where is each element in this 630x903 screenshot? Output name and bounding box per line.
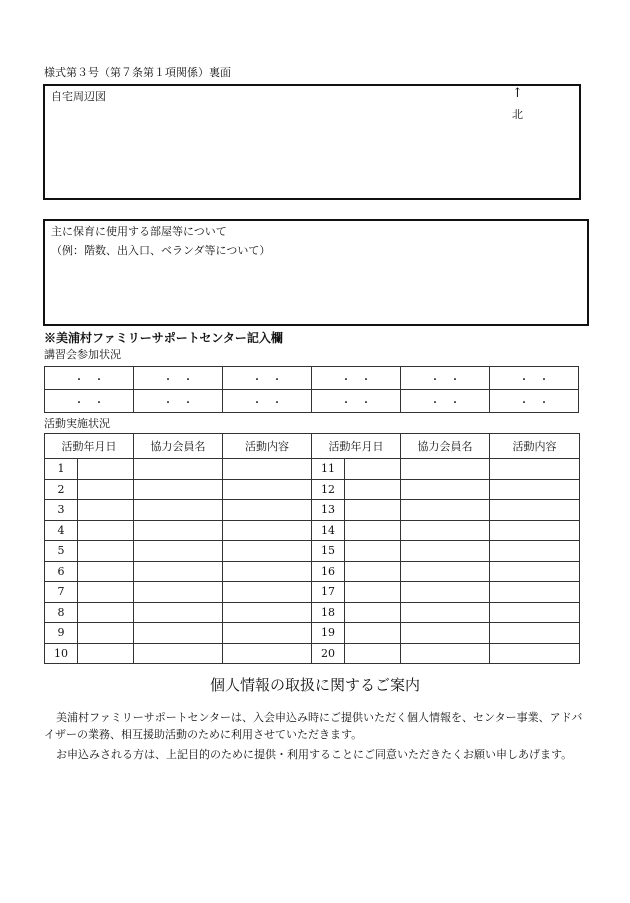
activity-row bbox=[45, 500, 580, 521]
activity-date-cell[interactable] bbox=[345, 561, 401, 582]
activity-header-cell: 活動年月日 bbox=[312, 434, 401, 459]
activity-date-cell[interactable] bbox=[78, 479, 134, 500]
activity-status-table bbox=[44, 433, 580, 664]
activity-row bbox=[45, 459, 580, 480]
activity-date-cell[interactable] bbox=[345, 479, 401, 500]
activity-row-number: 17 bbox=[312, 582, 345, 603]
activity-row-number: 7 bbox=[45, 582, 78, 603]
activity-content-cell[interactable] bbox=[490, 541, 580, 562]
north-label: 北 bbox=[512, 108, 523, 121]
activity-row bbox=[45, 541, 580, 562]
activity-member-cell[interactable] bbox=[401, 623, 490, 644]
activity-content-cell[interactable] bbox=[223, 623, 312, 644]
activity-date-cell[interactable] bbox=[78, 643, 134, 664]
activity-content-cell[interactable] bbox=[490, 479, 580, 500]
activity-member-cell[interactable] bbox=[134, 582, 223, 603]
activity-member-cell[interactable] bbox=[134, 602, 223, 623]
activity-row-number: 2 bbox=[45, 479, 78, 500]
north-arrow-icon: ↑ bbox=[512, 86, 523, 101]
activity-member-cell[interactable] bbox=[401, 479, 490, 500]
lecture-row bbox=[45, 367, 579, 390]
activity-row bbox=[45, 582, 580, 603]
activity-date-cell[interactable] bbox=[345, 520, 401, 541]
activity-content-cell[interactable] bbox=[490, 500, 580, 521]
activity-date-cell[interactable] bbox=[345, 643, 401, 664]
activity-content-cell[interactable] bbox=[490, 520, 580, 541]
room-box-label: 主に保育に使用する部屋等について bbox=[51, 225, 227, 238]
lecture-date-cell[interactable]: ・ ・ bbox=[490, 367, 579, 390]
room-box-example: （例：階数、出入口、ベランダ等について） bbox=[51, 244, 271, 257]
activity-header-cell: 活動内容 bbox=[223, 434, 312, 459]
activity-content-cell[interactable] bbox=[490, 623, 580, 644]
activity-content-cell[interactable] bbox=[490, 459, 580, 480]
activity-content-cell[interactable] bbox=[490, 602, 580, 623]
form-number: 様式第３号（第７条第１項関係）裏面 bbox=[44, 66, 231, 79]
lecture-date-cell[interactable]: ・ ・ bbox=[312, 390, 401, 413]
activity-row-number: 1 bbox=[45, 459, 78, 480]
activity-row-number: 11 bbox=[312, 459, 345, 480]
activity-content-cell[interactable] bbox=[223, 643, 312, 664]
privacy-notice-line-1: 美浦村ファミリーサポートセンターは、入会申込み時にご提供いただく個人情報を、センター事業、アドバ bbox=[56, 711, 583, 724]
lecture-date-cell[interactable]: ・ ・ bbox=[134, 390, 223, 413]
activity-row-number: 10 bbox=[45, 643, 78, 664]
activity-row-number: 20 bbox=[312, 643, 345, 664]
center-use-heading: ※美浦村ファミリーサポートセンター記入欄 bbox=[44, 331, 283, 345]
activity-member-cell[interactable] bbox=[134, 643, 223, 664]
activity-row-number: 13 bbox=[312, 500, 345, 521]
lecture-date-cell[interactable]: ・ ・ bbox=[45, 390, 134, 413]
activity-date-cell[interactable] bbox=[78, 541, 134, 562]
activity-header-cell: 活動年月日 bbox=[45, 434, 134, 459]
lecture-date-cell[interactable]: ・ ・ bbox=[490, 390, 579, 413]
activity-header-cell: 協力会員名 bbox=[134, 434, 223, 459]
activity-date-cell[interactable] bbox=[345, 459, 401, 480]
activity-row-number: 18 bbox=[312, 602, 345, 623]
activity-header-cell: 協力会員名 bbox=[401, 434, 490, 459]
activity-member-cell[interactable] bbox=[401, 602, 490, 623]
activity-row-number: 15 bbox=[312, 541, 345, 562]
lecture-date-cell[interactable]: ・ ・ bbox=[223, 390, 312, 413]
activity-member-cell[interactable] bbox=[134, 520, 223, 541]
activity-member-cell[interactable] bbox=[401, 500, 490, 521]
activity-member-cell[interactable] bbox=[401, 520, 490, 541]
privacy-notice-line-2: イザーの業務、相互援助活動のために利用させていただきます。 bbox=[44, 728, 363, 741]
activity-row-number: 4 bbox=[45, 520, 78, 541]
activity-content-cell[interactable] bbox=[223, 459, 312, 480]
activity-member-cell[interactable] bbox=[134, 561, 223, 582]
activity-row-number: 19 bbox=[312, 623, 345, 644]
activity-content-cell[interactable] bbox=[490, 561, 580, 582]
activity-row bbox=[45, 643, 580, 664]
activity-member-cell[interactable] bbox=[134, 459, 223, 480]
lecture-row bbox=[45, 390, 579, 413]
activity-content-cell[interactable] bbox=[223, 479, 312, 500]
lecture-date-cell[interactable]: ・ ・ bbox=[401, 367, 490, 390]
activity-date-cell[interactable] bbox=[78, 500, 134, 521]
activity-row bbox=[45, 479, 580, 500]
activity-row bbox=[45, 520, 580, 541]
activity-date-cell[interactable] bbox=[345, 602, 401, 623]
activity-row-number: 6 bbox=[45, 561, 78, 582]
activity-row-number: 14 bbox=[312, 520, 345, 541]
activity-date-cell[interactable] bbox=[78, 520, 134, 541]
activity-content-cell[interactable] bbox=[223, 561, 312, 582]
activity-content-cell[interactable] bbox=[223, 541, 312, 562]
activity-row bbox=[45, 602, 580, 623]
childcare-room-box bbox=[43, 219, 589, 326]
activity-content-cell[interactable] bbox=[223, 582, 312, 603]
activity-date-cell[interactable] bbox=[78, 623, 134, 644]
lecture-date-cell[interactable]: ・ ・ bbox=[401, 390, 490, 413]
lecture-date-cell[interactable]: ・ ・ bbox=[45, 367, 134, 390]
activity-member-cell[interactable] bbox=[401, 582, 490, 603]
activity-date-cell[interactable] bbox=[345, 623, 401, 644]
activity-member-cell[interactable] bbox=[134, 541, 223, 562]
activity-content-cell[interactable] bbox=[223, 500, 312, 521]
activity-date-cell[interactable] bbox=[345, 582, 401, 603]
activity-content-cell[interactable] bbox=[223, 520, 312, 541]
activity-date-cell[interactable] bbox=[78, 582, 134, 603]
activity-content-cell[interactable] bbox=[490, 582, 580, 603]
activity-row-number: 16 bbox=[312, 561, 345, 582]
map-box-label: 自宅周辺図 bbox=[51, 90, 106, 103]
activity-row-number: 8 bbox=[45, 602, 78, 623]
activity-date-cell[interactable] bbox=[78, 459, 134, 480]
activity-member-cell[interactable] bbox=[134, 500, 223, 521]
lecture-date-cell[interactable]: ・ ・ bbox=[312, 367, 401, 390]
activity-member-cell[interactable] bbox=[401, 541, 490, 562]
activity-member-cell[interactable] bbox=[401, 643, 490, 664]
privacy-notice-title: 個人情報の取扱に関するご案内 bbox=[209, 676, 420, 694]
activity-member-cell[interactable] bbox=[134, 623, 223, 644]
activity-header-cell: 活動内容 bbox=[490, 434, 580, 459]
activity-row-number: 3 bbox=[45, 500, 78, 521]
activity-row bbox=[45, 623, 580, 644]
lecture-date-cell[interactable]: ・ ・ bbox=[134, 367, 223, 390]
lecture-status-title: 講習会参加状況 bbox=[44, 348, 121, 361]
activity-member-cell[interactable] bbox=[134, 479, 223, 500]
activity-date-cell[interactable] bbox=[78, 561, 134, 582]
activity-member-cell[interactable] bbox=[401, 561, 490, 582]
activity-content-cell[interactable] bbox=[223, 602, 312, 623]
lecture-status-table bbox=[44, 366, 579, 413]
activity-date-cell[interactable] bbox=[345, 500, 401, 521]
activity-date-cell[interactable] bbox=[345, 541, 401, 562]
privacy-notice-line-3: お申込みされる方は、上記目的のために提供・利用することにご同意いただきたくお願い申しあげます。 bbox=[56, 748, 573, 761]
home-surroundings-map-box bbox=[43, 84, 581, 200]
activity-row bbox=[45, 561, 580, 582]
activity-member-cell[interactable] bbox=[401, 459, 490, 480]
activity-content-cell[interactable] bbox=[490, 643, 580, 664]
activity-row-number: 12 bbox=[312, 479, 345, 500]
activity-date-cell[interactable] bbox=[78, 602, 134, 623]
activity-status-title: 活動実施状況 bbox=[44, 417, 110, 430]
activity-row-number: 9 bbox=[45, 623, 78, 644]
lecture-date-cell[interactable]: ・ ・ bbox=[223, 367, 312, 390]
activity-row-number: 5 bbox=[45, 541, 78, 562]
